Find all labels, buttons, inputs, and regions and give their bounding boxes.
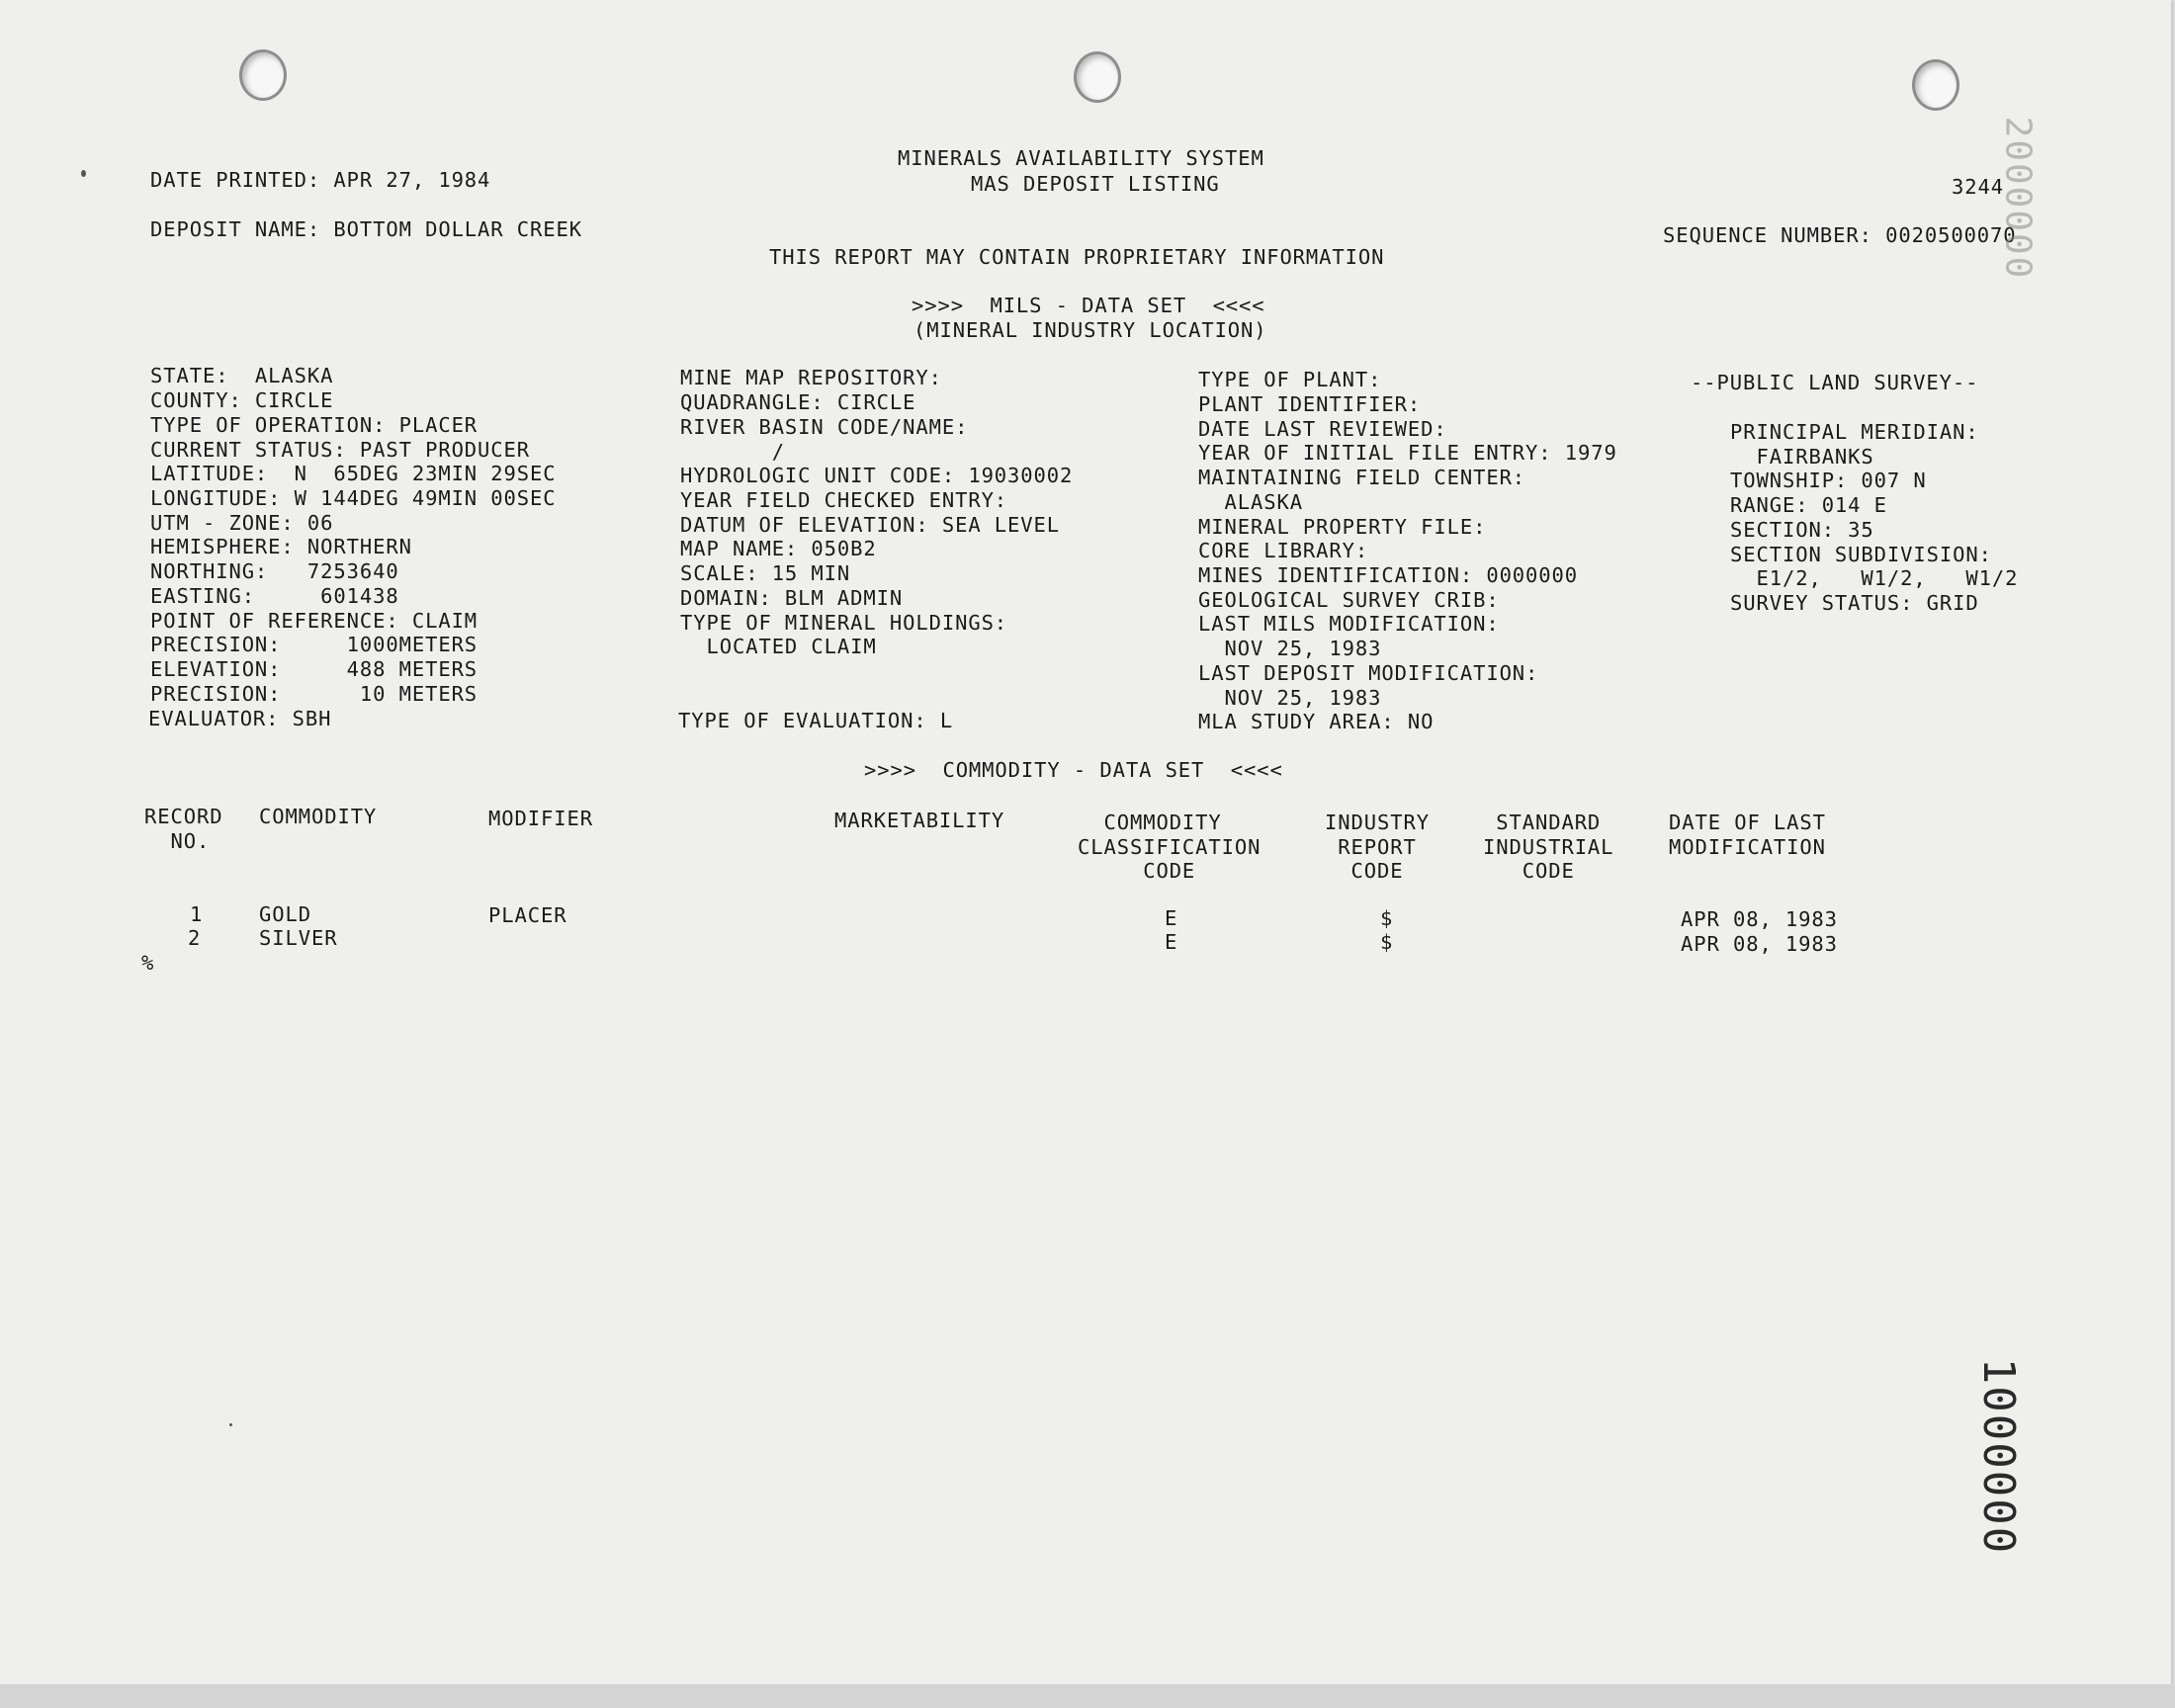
cell-commodity: SILVER	[259, 926, 338, 950]
field-last-deposit-modification-value: NOV 25, 1983	[1198, 686, 1382, 710]
field-easting: EASTING: 601438	[150, 584, 399, 608]
header-modifier: MODIFIER	[488, 807, 593, 830]
header-record-no: RECORD NO.	[144, 805, 223, 853]
cell-classification-code: E	[1165, 930, 1178, 954]
field-hemisphere: HEMISPHERE: NORTHERN	[150, 535, 412, 558]
cell-record-no: 1	[190, 902, 204, 926]
header-commodity: COMMODITY	[259, 805, 378, 828]
field-river-basin: RIVER BASIN CODE/NAME:	[680, 415, 969, 439]
sequence-number: SEQUENCE NUMBER: 0020500070	[1663, 223, 2017, 247]
field-evaluator: EVALUATOR: SBH	[148, 707, 332, 730]
field-township: TOWNSHIP: 007 N	[1730, 469, 1927, 492]
header-date-last-modification: DATE OF LAST MODIFICATION	[1669, 811, 1826, 859]
field-longitude: LONGITUDE: W 144DEG 49MIN 00SEC	[150, 486, 557, 510]
field-section: SECTION: 35	[1730, 518, 1874, 542]
system-title: MINERALS AVAILABILITY SYSTEM	[898, 146, 1264, 170]
field-northing: NORTHING: 7253640	[150, 559, 399, 583]
mils-section-subtitle: (MINERAL INDUSTRY LOCATION)	[914, 318, 1267, 342]
proprietary-notice: THIS REPORT MAY CONTAIN PROPRIETARY INFORMATION	[769, 245, 1385, 269]
cell-date: APR 08, 1983	[1681, 932, 1838, 956]
cell-record-no: 2	[188, 926, 202, 950]
date-printed: DATE PRINTED: APR 27, 1984	[150, 168, 491, 192]
field-latitude: LATITUDE: N 65DEG 23MIN 29SEC	[150, 462, 557, 485]
mils-section-title: >>>> MILS - DATA SET <<<<	[912, 294, 1265, 317]
scanner-background	[0, 1684, 2175, 1708]
field-hydrologic-unit: HYDROLOGIC UNIT CODE: 19030002	[680, 464, 1074, 487]
header-classification-code: COMMODITY CLASSIFICATION CODE	[1078, 811, 1262, 884]
field-operation-type: TYPE OF OPERATION: PLACER	[150, 413, 478, 437]
field-mineral-holdings: TYPE OF MINERAL HOLDINGS:	[680, 611, 1008, 635]
field-mine-map-repository: MINE MAP REPOSITORY:	[680, 366, 942, 389]
public-land-survey-title: --PUBLIC LAND SURVEY--	[1691, 371, 1979, 394]
field-datum-elevation: DATUM OF ELEVATION: SEA LEVEL	[680, 513, 1061, 537]
field-maintaining-center: MAINTAINING FIELD CENTER:	[1198, 466, 1526, 489]
frame-number-stamp: 1000000	[1973, 1357, 2025, 1556]
field-survey-status: SURVEY STATUS: GRID	[1730, 591, 1979, 615]
field-map-name: MAP NAME: 050B2	[680, 537, 877, 560]
listing-title: MAS DEPOSIT LISTING	[971, 172, 1220, 196]
field-mineral-holdings-value: LOCATED CLAIM	[680, 635, 877, 658]
field-type-of-evaluation: TYPE OF EVALUATION: L	[678, 709, 954, 732]
paper-speck	[229, 1423, 232, 1426]
header-standard-industrial-code: STANDARD INDUSTRIAL CODE	[1483, 811, 1614, 884]
cell-date: APR 08, 1983	[1681, 907, 1838, 931]
field-precision-elevation: PRECISION: 10 METERS	[150, 682, 478, 706]
field-state: STATE: ALASKA	[150, 364, 334, 387]
field-year-field-checked: YEAR FIELD CHECKED ENTRY:	[680, 488, 1008, 512]
field-mines-identification: MINES IDENTIFICATION: 0000000	[1198, 563, 1579, 587]
field-last-deposit-modification: LAST DEPOSIT MODIFICATION:	[1198, 661, 1539, 685]
binder-hole-right	[1912, 59, 1959, 111]
commodity-section-title: >>>> COMMODITY - DATA SET <<<<	[864, 758, 1283, 782]
field-utm-zone: UTM - ZONE: 06	[150, 511, 334, 535]
field-scale: SCALE: 15 MIN	[680, 561, 851, 585]
field-point-of-reference: POINT OF REFERENCE: CLAIM	[150, 609, 478, 633]
cell-report-code: $	[1380, 906, 1394, 930]
header-marketability: MARKETABILITY	[834, 809, 1005, 832]
field-geological-survey-crib: GEOLOGICAL SURVEY CRIB:	[1198, 588, 1500, 612]
cell-report-code: $	[1380, 930, 1394, 954]
field-date-last-reviewed: DATE LAST REVIEWED:	[1198, 417, 1447, 441]
frame-number-stamp-faded: 2000000	[1997, 116, 2039, 281]
cell-modifier: PLACER	[488, 903, 567, 927]
field-type-of-plant: TYPE OF PLANT:	[1198, 368, 1382, 391]
deposit-name: DEPOSIT NAME: BOTTOM DOLLAR CREEK	[150, 217, 582, 241]
field-year-initial-entry: YEAR OF INITIAL FILE ENTRY: 1979	[1198, 441, 1617, 465]
field-mineral-property-file: MINERAL PROPERTY FILE:	[1198, 515, 1487, 539]
field-last-mils-modification-value: NOV 25, 1983	[1198, 637, 1382, 660]
field-section-subdivision: SECTION SUBDIVISION:	[1730, 543, 1992, 566]
paper-speck	[81, 170, 86, 177]
field-section-subdivision-value: E1/2, W1/2, W1/2	[1730, 566, 2019, 590]
field-core-library: CORE LIBRARY:	[1198, 539, 1369, 562]
field-current-status: CURRENT STATUS: PAST PRODUCER	[150, 438, 531, 462]
field-range: RANGE: 014 E	[1730, 493, 1887, 517]
field-plant-identifier: PLANT IDENTIFIER:	[1198, 392, 1422, 416]
field-principal-meridian: PRINCIPAL MERIDIAN:	[1730, 420, 1979, 444]
field-precision-location: PRECISION: 1000METERS	[150, 633, 478, 656]
binder-hole-center	[1074, 51, 1121, 103]
field-principal-meridian-value: FAIRBANKS	[1730, 445, 1874, 469]
field-elevation: ELEVATION: 488 METERS	[150, 657, 478, 681]
binder-hole-left	[239, 49, 287, 101]
end-of-listing-marker: %	[141, 951, 155, 975]
field-last-mils-modification: LAST MILS MODIFICATION:	[1198, 612, 1500, 636]
field-maintaining-center-value: ALASKA	[1198, 490, 1303, 514]
field-quadrangle: QUADRANGLE: CIRCLE	[680, 390, 916, 414]
field-domain: DOMAIN: BLM ADMIN	[680, 586, 904, 610]
cell-commodity: GOLD	[259, 902, 311, 926]
field-county: COUNTY: CIRCLE	[150, 388, 334, 412]
header-industry-report-code: INDUSTRY REPORT CODE	[1325, 811, 1430, 884]
page-number: 3244	[1952, 175, 2004, 199]
cell-classification-code: E	[1165, 906, 1178, 930]
field-river-basin-value: /	[680, 440, 785, 464]
field-mla-study-area: MLA STUDY AREA: NO	[1198, 710, 1435, 733]
